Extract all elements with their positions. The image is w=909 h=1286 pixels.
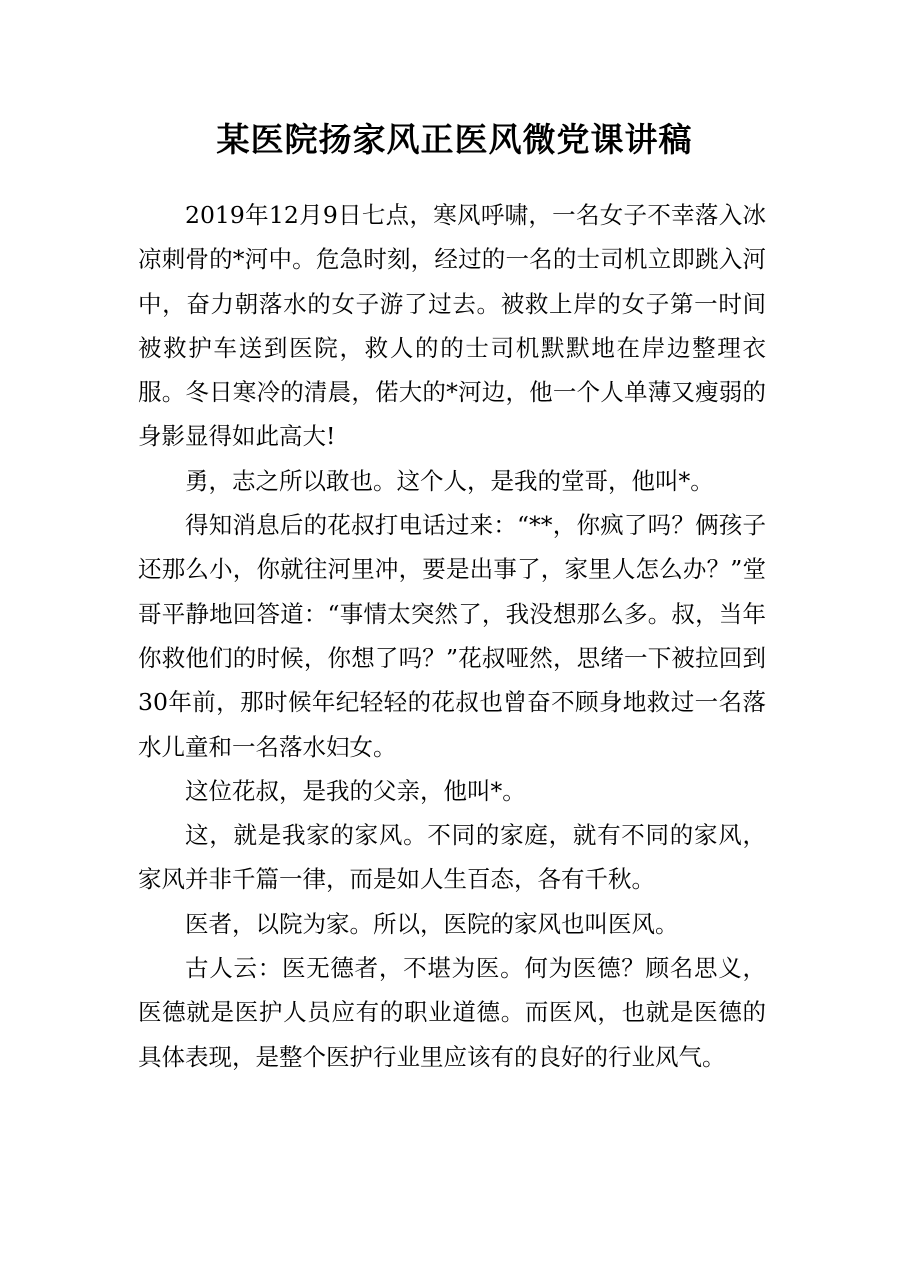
paragraph: 医者，以院为家。所以，医院的家风也叫医风。 [185, 909, 679, 938]
paragraph: 这位花叔，是我的父亲，他叫*。 [185, 776, 526, 805]
document-body [138, 193, 766, 1079]
paragraph: 2019年12月9日七点，寒风呼啸，一名女子不幸落入冰凉刺骨的*河中。危急时刻，经过的一名的士司机立即跳入河中，奋力朝落水的女子游了过去。被救上岸的女子第一时间被救护车送到医院，救人的的士司机默默地在岸边整理衣服。冬日寒冷的清晨，偌大的*河边，他一个人单薄又瘦弱的身影显得如此高大! [138, 201, 766, 451]
document-title: 某医院扬家风正医风微党课讲稿 [216, 120, 693, 159]
paragraph: 勇，志之所以敢也。这个人，是我的堂哥，他叫*。 [185, 466, 714, 495]
paragraph: 得知消息后的花叔打电话过来：“**，你疯了吗？俩孩子还那么小，你就往河里冲，要是出事了，家里人怎么办？”堂哥平静地回答道：“事情太突然了，我没想那么多。叔，当年你救他们的时候，你想了吗？”花叔哑然，思绪一下被拉回到30年前，那时候年纪轻轻的花叔也曾奋不顾身地救过一名落水儿童和一名落水妇女。 [138, 511, 766, 761]
paragraph: 古人云：医无德者，不堪为医。何为医德？顾名思义，医德就是医护人员应有的职业道德。而医风，也就是医德的具体表现，是整个医护行业里应该有的良好的行业风气。 [138, 954, 766, 1071]
paragraph: 这，就是我家的家风。不同的家庭，就有不同的家风，家风并非千篇一律，而是如人生百态，各有千秋。 [138, 821, 766, 894]
